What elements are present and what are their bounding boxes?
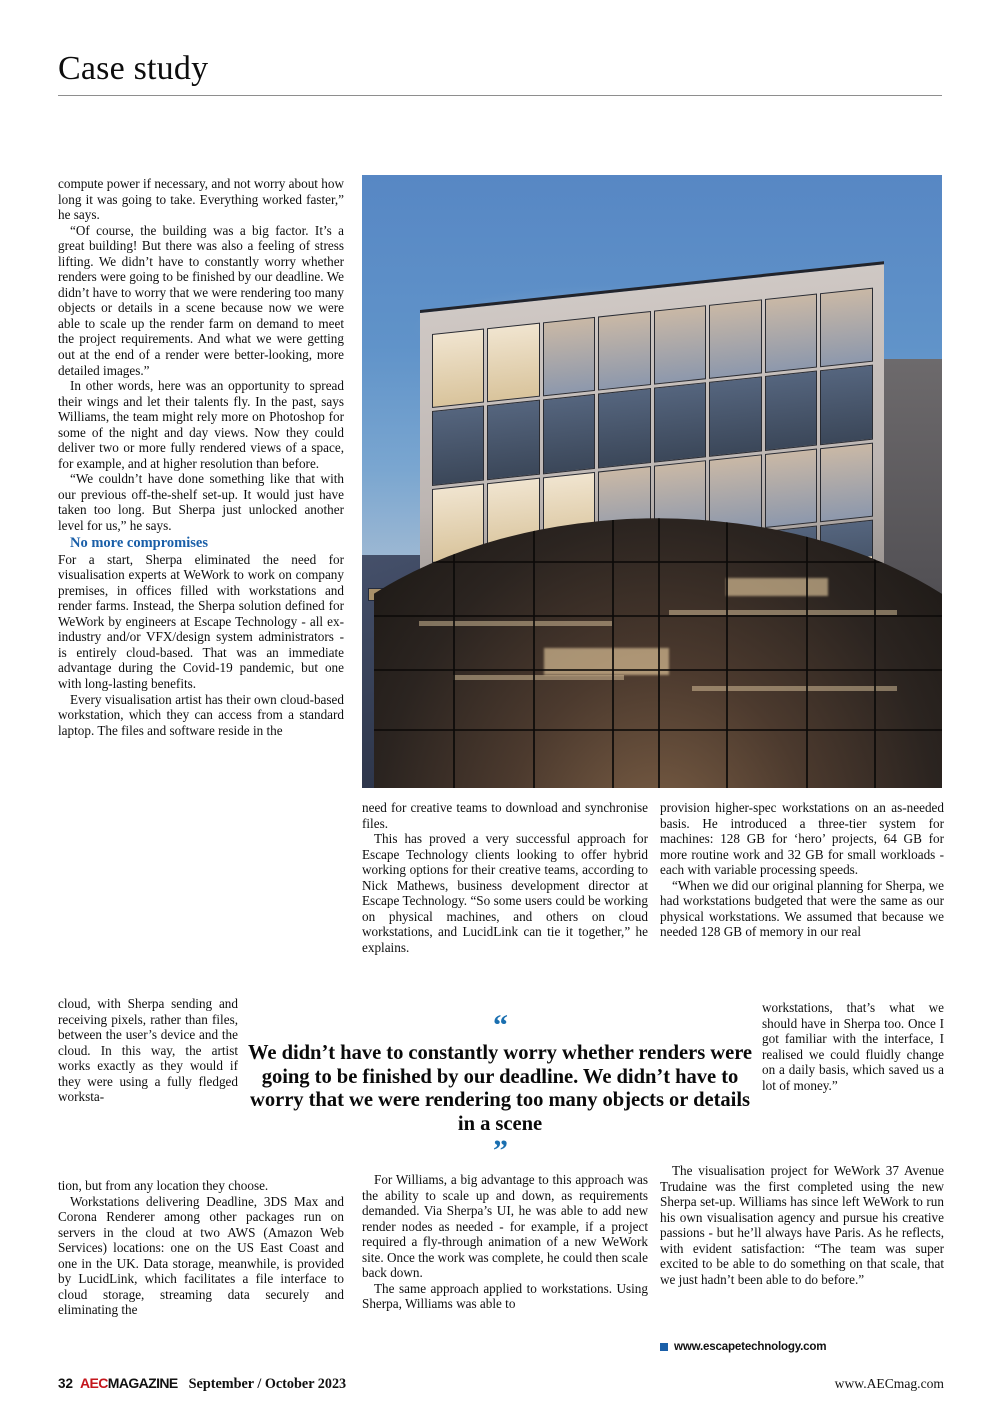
footer-website: www.AECmag.com xyxy=(834,1376,944,1391)
paragraph: “We couldn’t have done something like that with our previous off-the-shelf set-up. It would just have taken too long. But Sherpa just unlocked another level for us,” he says. xyxy=(58,471,344,534)
hero-photo xyxy=(362,175,942,788)
paragraph: cloud, with Sherpa sending and receiving pixels, rather than files, between the user’s device and the cloud. In this way, the artist works exactly as they would if they were using a fully fledged worksta- xyxy=(58,996,238,1105)
column-two-top xyxy=(362,800,648,955)
bullet-square-icon xyxy=(660,1343,668,1351)
paragraph: provision higher-spec workstations on an as-needed basis. He introduced a three-tier system for machines: 128 GB for ‘hero’ projects, 64 GB for more routine work and 32 GB for small workloads - each with variable processing speeds. xyxy=(660,800,944,878)
column-one-tail xyxy=(58,1178,344,1318)
pull-quote-text: We didn’t have to constantly worry whether renders were going to be finished by our deadline. We didn’t have to worry that we were rendering too many objects or details in a scene xyxy=(247,1042,753,1135)
paragraph: need for creative teams to download and synchronise files. xyxy=(362,800,648,831)
paragraph: workstations, that’s what we should have in Sherpa too. Once I got familiar with the interface, I realised we could fluidly change on a daily basis, which saved us a lot of money.” xyxy=(762,1000,944,1093)
paragraph: The same approach applied to workstations. Using Sherpa, Williams was able to xyxy=(362,1280,648,1312)
column-one-top xyxy=(58,176,344,738)
header-rule xyxy=(58,95,942,96)
section-subheading: No more compromises xyxy=(70,534,208,551)
footer-left xyxy=(58,1375,346,1393)
issue-date: September / October 2023 xyxy=(188,1376,347,1392)
magazine-logo xyxy=(80,1375,178,1391)
paragraph: The visualisation project for WeWork 37 Avenue Trudaine was the first completed using the new Sherpa set-up. Williams has since left WeWork to run his own visualisation agency and pursue his creative passions - but he’ll always have Paris. As he reflects, with evident satisfaction: “The team was super excited to be able to do something on that scale, that we just hadn’t been able to do before.” xyxy=(660,1163,944,1287)
page-header xyxy=(58,52,942,96)
paragraph: Workstations delivering Deadline, 3DS Max and Corona Renderer among other packages run on servers in the cloud at two AWS (Amazon Web Services) locations: one on the US East Coast and one in the UK. Data storage, meanwhile, is provided by LucidLink, which facilitates a file interface to cloud storage, streaming data securely and eliminating the xyxy=(58,1193,344,1318)
quote-open-icon: “ xyxy=(493,1009,507,1042)
quote-close-icon: ” xyxy=(493,1134,507,1168)
paragraph: compute power if necessary, and not worry about how long it was going to take. Everything worked faster,” he says. xyxy=(58,176,344,223)
paragraph: In other words, here was an opportunity to spread their wings and let their talents fly. In the past, says Williams, the team might rely more on Photoshop for some of the night and day views. Now they could deliver two or more fully rendered views of a space, for example, and at higher resolution than before. xyxy=(58,378,344,471)
column-three-top xyxy=(660,800,944,940)
logo-aec: AEC xyxy=(80,1375,108,1391)
paragraph: For a start, Sherpa eliminated the need for visualisation experts at WeWork to work on company premises, in offices filled with workstations and render farms. Instead, the Sherpa solution defined for WeWork by engineers at Escape Technology - all ex-industry and/or VFX/design system administrators - is entirely cloud-based. That was an immediate advantage during the Covid-19 pandemic, but one with long-lasting benefits. xyxy=(58,551,344,691)
glass-atrium-roof xyxy=(374,518,942,788)
paragraph: This has proved a very successful approach for Escape Technology clients looking to offer hybrid working options for their creative teams, according to Nick Mathews, business development director at Escape Technology. “So some users could be working on physical machines, and others on cloud workstations, and LucidLink can tie it together,” he explains. xyxy=(362,831,648,955)
pull-quote xyxy=(246,1009,754,1168)
paragraph: “Of course, the building was a big factor. It’s a great building! But there was also a feeling of stress lifting. We didn’t have to constantly worry whether renders were going to be finished by our deadline. We didn’t have to worry that we were rendering too many objects or details in a scene because now we were able to scale up the render farm on demand to meet the project requirements. And what we were getting out at the end of a render were better-looking, more detailed images.” xyxy=(58,222,344,378)
column-one-narrow-wrap xyxy=(58,996,238,1105)
paragraph: tion, but from any location they choose. xyxy=(58,1178,269,1193)
paragraph: Every visualisation artist has their own cloud-based workstation, which they can access from a standard laptop. The files and software reside in the xyxy=(58,691,344,738)
paragraph: For Williams, a big advantage to this approach was the ability to scale up and down, as requirements demanded. Via Sherpa’s UI, he was able to add new render nodes as needed - for example, if a project required a fly-through animation of a new WeWork site. Once the work was complete, he could then scale back down. xyxy=(362,1172,648,1281)
source-link[interactable] xyxy=(660,1340,950,1353)
page-number: 32 xyxy=(58,1376,74,1391)
logo-magazine: MAGAZINE xyxy=(107,1375,178,1391)
column-two-bottom xyxy=(362,1172,648,1312)
paragraph: “When we did our original planning for Sherpa, we had workstations budgeted that were the same as our physical workstations. We assumed that because we needed 128 GB of memory in our real xyxy=(660,877,944,940)
column-three-tail xyxy=(660,1163,944,1287)
column-three-narrow-wrap xyxy=(762,1000,944,1093)
source-url[interactable]: www.escapetechnology.com xyxy=(674,1340,827,1353)
page-title: Case study xyxy=(58,50,209,87)
